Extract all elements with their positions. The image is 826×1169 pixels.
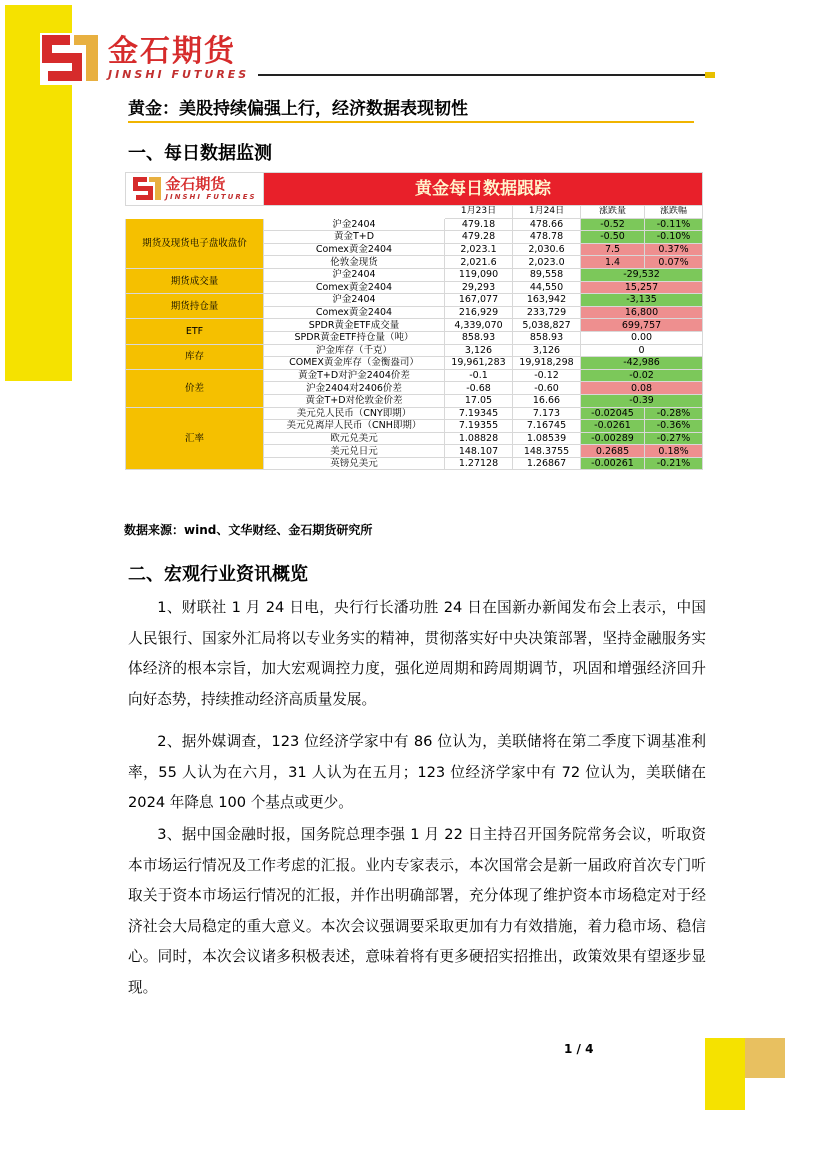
tracker-change: 7.5 bbox=[581, 243, 645, 256]
tracker-item-name: 沪金2404对2406价差 bbox=[264, 382, 445, 395]
tracker-change: -0.02045 bbox=[581, 407, 645, 420]
table-row bbox=[126, 218, 703, 231]
tracker-value-jan24: 7.173 bbox=[513, 407, 581, 420]
tracker-value-jan24: 1.26867 bbox=[513, 457, 581, 470]
header-rule-end bbox=[705, 72, 715, 78]
tracker-value-jan24: 19,918,298 bbox=[513, 357, 581, 370]
tracker-item-name: 沪金2404 bbox=[264, 268, 445, 281]
tracker-item-name: 欧元兑美元 bbox=[264, 432, 445, 445]
table-row bbox=[126, 344, 703, 357]
tracker-change-pct: -0.27% bbox=[645, 432, 703, 445]
tracker-logo-cn: 金石期货 bbox=[165, 175, 226, 193]
tracker-value-jan24: 233,729 bbox=[513, 306, 581, 319]
tracker-change-pct: -0.11% bbox=[645, 218, 703, 231]
tracker-value-jan23: 2,021.6 bbox=[445, 256, 513, 269]
tracker-column-header: 1月23日 bbox=[445, 206, 513, 219]
tracker-category: ETF bbox=[126, 319, 264, 344]
tracker-change-pct: -0.28% bbox=[645, 407, 703, 420]
tracker-change: -42,986 bbox=[581, 357, 703, 370]
tracker-item-name: Comex黄金2404 bbox=[264, 306, 445, 319]
tracker-value-jan24: -0.60 bbox=[513, 382, 581, 395]
tracker-change-pct: -0.21% bbox=[645, 457, 703, 470]
tracker-value-jan23: 29,293 bbox=[445, 281, 513, 294]
tracker-value-jan23: -0.1 bbox=[445, 369, 513, 382]
tracker-value-jan24: 89,558 bbox=[513, 268, 581, 281]
gold-daily-tracker-table bbox=[125, 172, 702, 511]
tracker-value-jan24: 1.08539 bbox=[513, 432, 581, 445]
tracker-logo-en: JINSHI FUTURES bbox=[165, 193, 257, 201]
table-row bbox=[126, 268, 703, 281]
section-2-heading: 二、宏观行业资讯概览 bbox=[128, 564, 308, 585]
tracker-item-name: 沪金2404 bbox=[264, 294, 445, 307]
section-1-heading: 一、每日数据监测 bbox=[128, 143, 272, 164]
header-logo bbox=[40, 33, 249, 85]
tracker-item-name: SPDR黄金ETF持仓量（吨） bbox=[264, 331, 445, 344]
tracker-change: 0.08 bbox=[581, 382, 703, 395]
tracker-change: 15,257 bbox=[581, 281, 703, 294]
tracker-value-jan24: 44,550 bbox=[513, 281, 581, 294]
tracker-change: 0.00 bbox=[581, 331, 703, 344]
tracker-change: -3,135 bbox=[581, 294, 703, 307]
tracker-value-jan23: 216,929 bbox=[445, 306, 513, 319]
header-rule bbox=[258, 74, 710, 76]
tracker-change: -29,532 bbox=[581, 268, 703, 281]
tracker-value-jan24: 858.93 bbox=[513, 331, 581, 344]
tracker-item-name: 美元兑离岸人民币（CNH即期） bbox=[264, 420, 445, 433]
tracker-value-jan24: 16.66 bbox=[513, 394, 581, 407]
tracker-header-blank-1 bbox=[126, 206, 264, 219]
tracker-value-jan23: -0.68 bbox=[445, 382, 513, 395]
tracker-value-jan23: 479.18 bbox=[445, 218, 513, 231]
tracker-item-name: 黄金T+D对沪金2404价差 bbox=[264, 369, 445, 382]
decor-square-tan bbox=[745, 1038, 785, 1078]
tracker-logo-mark-icon bbox=[132, 175, 162, 203]
tracker-change-pct: -0.36% bbox=[645, 420, 703, 433]
tracker-value-jan23: 2,023.1 bbox=[445, 243, 513, 256]
tracker-value-jan24: 2,023.0 bbox=[513, 256, 581, 269]
news-paragraph-2 bbox=[128, 727, 706, 819]
tracker-category: 价差 bbox=[126, 369, 264, 407]
tracker-header-blank-2 bbox=[264, 206, 445, 219]
tracker-value-jan23: 479.28 bbox=[445, 231, 513, 244]
tracker-change: -0.00261 bbox=[581, 457, 645, 470]
tracker-value-jan23: 7.19355 bbox=[445, 420, 513, 433]
tracker-change: -0.39 bbox=[581, 394, 703, 407]
tracker-change-pct: 0.37% bbox=[645, 243, 703, 256]
tracker-item-name: COMEX黄金库存（金衡盎司） bbox=[264, 357, 445, 370]
tracker-column-header: 涨跌量 bbox=[581, 206, 645, 219]
tracker-item-name: Comex黄金2404 bbox=[264, 243, 445, 256]
tracker-change-pct: 0.07% bbox=[645, 256, 703, 269]
tracker-change: -0.00289 bbox=[581, 432, 645, 445]
tracker-change: -0.52 bbox=[581, 218, 645, 231]
tracker-value-jan24: 148.3755 bbox=[513, 445, 581, 458]
tracker-change-pct: 0.18% bbox=[645, 445, 703, 458]
tracker-change: 16,800 bbox=[581, 306, 703, 319]
logo-mark-icon bbox=[40, 33, 100, 85]
tracker-value-jan23: 148.107 bbox=[445, 445, 513, 458]
tracker-item-name: 伦敦金现货 bbox=[264, 256, 445, 269]
tracker-change: 0 bbox=[581, 344, 703, 357]
tracker-category: 期货持仓量 bbox=[126, 294, 264, 319]
table-row bbox=[126, 407, 703, 420]
tracker-value-jan23: 167,077 bbox=[445, 294, 513, 307]
news-paragraph-3-text: 3、据中国金融时报，国务院总理李强 1 月 22 日主持召开国务院常务会议，听取资本市场运行情况及工作考虑的汇报。业内专家表示，本次国常会是新一届政府首次专门听取关于资本市场运行情况的汇报，并作出明确部署，充分体现了维护资本市场稳定对于经济社会大局稳定的重大意义。本次会议强调要采取更加有力有效措施，着力稳市场、稳信心。同时，本次会议诸多积极表述，意味着将有更多硬招实招推出，政策效果有望逐步显现。 bbox=[128, 826, 706, 996]
title-rule bbox=[128, 121, 694, 123]
table-row bbox=[126, 319, 703, 332]
news-paragraph-2-text: 2、据外媒调查，123 位经济学家中有 86 位认为，美联储将在第二季度下调基准利率，55 人认为在六月，31 人认为在五月；123 位经济学家中有 72 位认为，美联储在 2024 年降息 100 个基点或更少。 bbox=[128, 733, 706, 811]
tracker-change: 1.4 bbox=[581, 256, 645, 269]
tracker-value-jan24: 2,030.6 bbox=[513, 243, 581, 256]
tracker-value-jan24: 478.66 bbox=[513, 218, 581, 231]
tracker-item-name: SPDR黄金ETF成交量 bbox=[264, 319, 445, 332]
tracker-value-jan24: 478.78 bbox=[513, 231, 581, 244]
table-row bbox=[126, 369, 703, 382]
tracker-value-jan23: 119,090 bbox=[445, 268, 513, 281]
tracker-item-name: 美元兑人民币（CNY即期） bbox=[264, 407, 445, 420]
tracker-item-name: 沪金2404 bbox=[264, 218, 445, 231]
tracker-value-jan23: 4,339,070 bbox=[445, 319, 513, 332]
tracker-banner: 黄金每日数据跟踪 bbox=[264, 173, 703, 206]
tracker-value-jan23: 7.19345 bbox=[445, 407, 513, 420]
tracker-item-name: 黄金T+D对伦敦金价差 bbox=[264, 394, 445, 407]
decor-square-yellow-2 bbox=[705, 1078, 745, 1110]
tracker-value-jan23: 17.05 bbox=[445, 394, 513, 407]
tracker-column-header: 1月24日 bbox=[513, 206, 581, 219]
tracker-item-name: Comex黄金2404 bbox=[264, 281, 445, 294]
tracker-value-jan23: 3,126 bbox=[445, 344, 513, 357]
news-paragraph-1-text: 1、财联社 1 月 24 日电，央行行长潘功胜 24 日在国新办新闻发布会上表示，中国人民银行、国家外汇局将以专业务实的精神，贯彻落实好中央决策部署，坚持金融服务实体经济的根本宗旨，加大宏观调控力度，强化逆周期和跨周期调节，巩固和增强经济回升向好态势，持续推动经济高质量发展。 bbox=[128, 599, 706, 708]
tracker-value-jan24: 3,126 bbox=[513, 344, 581, 357]
tracker-value-jan23: 1.08828 bbox=[445, 432, 513, 445]
news-paragraph-3 bbox=[128, 820, 706, 1003]
tracker-item-name: 英镑兑美元 bbox=[264, 457, 445, 470]
tracker-change: -0.02 bbox=[581, 369, 703, 382]
logo-en-text: JINSHI FUTURES bbox=[108, 68, 250, 81]
logo-cn-text: 金石期货 bbox=[108, 34, 236, 69]
tracker-item-name: 沪金库存（千克） bbox=[264, 344, 445, 357]
tracker-value-jan24: 163,942 bbox=[513, 294, 581, 307]
tracker-category: 汇率 bbox=[126, 407, 264, 470]
tracker-category: 期货及现货电子盘收盘价 bbox=[126, 218, 264, 268]
tracker-change: -0.0261 bbox=[581, 420, 645, 433]
tracker-change: 0.2685 bbox=[581, 445, 645, 458]
tracker-value-jan23: 1.27128 bbox=[445, 457, 513, 470]
document-title: 黄金：美股持续偏强上行，经济数据表现韧性 bbox=[128, 99, 468, 119]
tracker-value-jan24: 7.16745 bbox=[513, 420, 581, 433]
tracker-change-pct: -0.10% bbox=[645, 231, 703, 244]
tracker-value-jan23: 19,961,283 bbox=[445, 357, 513, 370]
tracker-value-jan23: 858.93 bbox=[445, 331, 513, 344]
tracker-value-jan24: 5,038,827 bbox=[513, 319, 581, 332]
page-number: 1 / 4 bbox=[564, 1042, 594, 1056]
tracker-change: 699,757 bbox=[581, 319, 703, 332]
decor-square-yellow bbox=[705, 1038, 745, 1078]
tracker-item-name: 黄金T+D bbox=[264, 231, 445, 244]
tracker-item-name: 美元兑日元 bbox=[264, 445, 445, 458]
tracker-change: -0.50 bbox=[581, 231, 645, 244]
data-source-note: 数据来源：wind、文华财经、金石期货研究所 bbox=[124, 523, 373, 537]
tracker-value-jan24: -0.12 bbox=[513, 369, 581, 382]
table-row bbox=[126, 294, 703, 307]
news-paragraph-1 bbox=[128, 593, 706, 715]
tracker-category: 期货成交量 bbox=[126, 268, 264, 293]
tracker-logo bbox=[126, 173, 264, 206]
tracker-column-header: 涨跌幅 bbox=[645, 206, 703, 219]
tracker-category: 库存 bbox=[126, 344, 264, 369]
